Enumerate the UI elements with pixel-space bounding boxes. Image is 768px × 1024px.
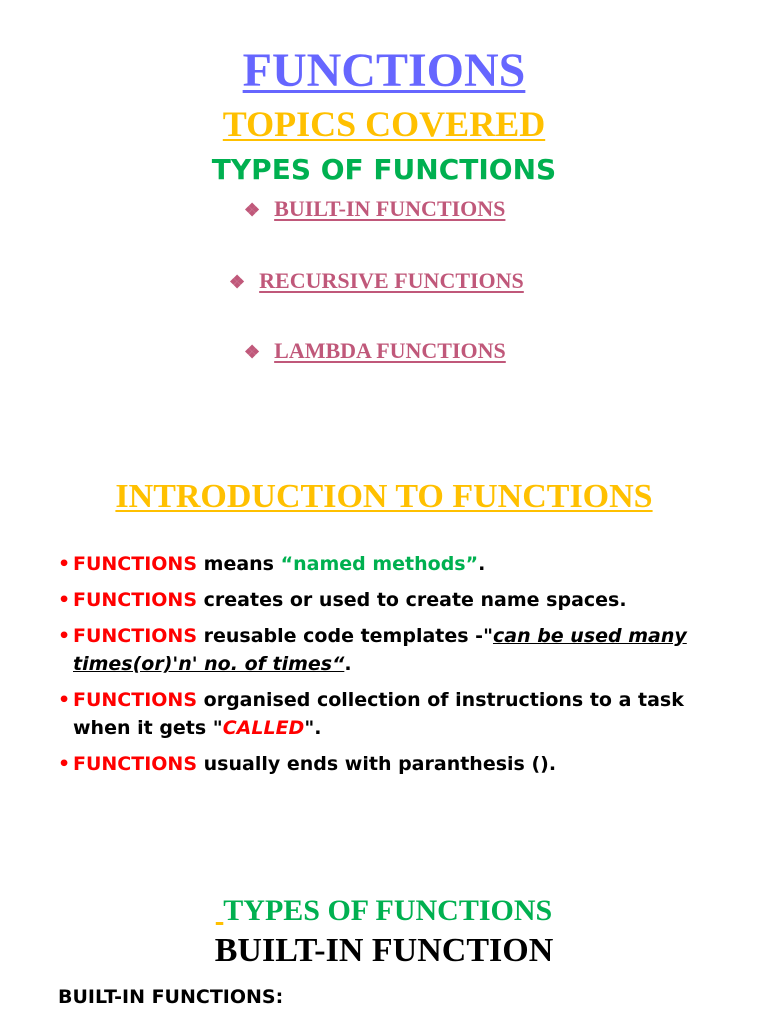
bullet-text: usually ends with paranthesis (). (197, 753, 557, 775)
list-item (58, 750, 718, 778)
topic-item-builtin[interactable] (244, 195, 505, 224)
topic-item-recursive[interactable] (229, 267, 524, 296)
keyword: FUNCTIONS (73, 689, 198, 711)
topics-heading: TOPICS COVERED (222, 104, 546, 144)
called-text: CALLED (222, 717, 305, 739)
emphasis-text: can be used many times(or)'n' no. of times“ (73, 625, 687, 675)
list-item (58, 550, 718, 578)
types-heading: TYPES OF FUNCTIONS (211, 153, 557, 186)
highlight-text: “named methods” (280, 553, 479, 575)
topic-item-lambda[interactable] (244, 337, 506, 366)
bullet-tail: . (478, 553, 486, 575)
builtin-subheading: BUILT-IN FUNCTIONS: (58, 986, 284, 1008)
keyword: FUNCTIONS (73, 625, 198, 647)
bullet-text: means (197, 553, 281, 575)
keyword: FUNCTIONS (73, 753, 198, 775)
diamond-bullet-icon: ❖ (244, 342, 261, 362)
keyword: FUNCTIONS (73, 589, 198, 611)
topic-link[interactable]: LAMBDA FUNCTIONS (274, 338, 506, 363)
bullet-text: reusable code templates -" (197, 625, 493, 647)
intro-heading: INTRODUCTION TO FUNCTIONS (115, 478, 653, 515)
topic-link[interactable]: RECURSIVE FUNCTIONS (259, 268, 524, 293)
list-item (58, 586, 718, 614)
page-title: FUNCTIONS (242, 44, 526, 97)
diamond-bullet-icon: ❖ (244, 200, 261, 220)
bullet-tail: . (344, 653, 352, 675)
types-heading-text: TYPES OF FUNCTIONS (223, 894, 553, 927)
intro-bullet-list (58, 550, 718, 786)
list-item (58, 686, 718, 742)
builtin-heading: BUILT-IN FUNCTION (214, 932, 554, 969)
types-heading-section (0, 892, 768, 930)
list-item (58, 622, 718, 678)
keyword: FUNCTIONS (73, 553, 198, 575)
bullet-text: organised collection of instructions to a task when it gets " (73, 689, 684, 739)
bullet-text: creates or used to create name spaces. (197, 589, 627, 611)
topic-link[interactable]: BUILT-IN FUNCTIONS (274, 196, 506, 221)
bullet-tail: ". (304, 717, 322, 739)
diamond-bullet-icon: ❖ (229, 272, 246, 292)
